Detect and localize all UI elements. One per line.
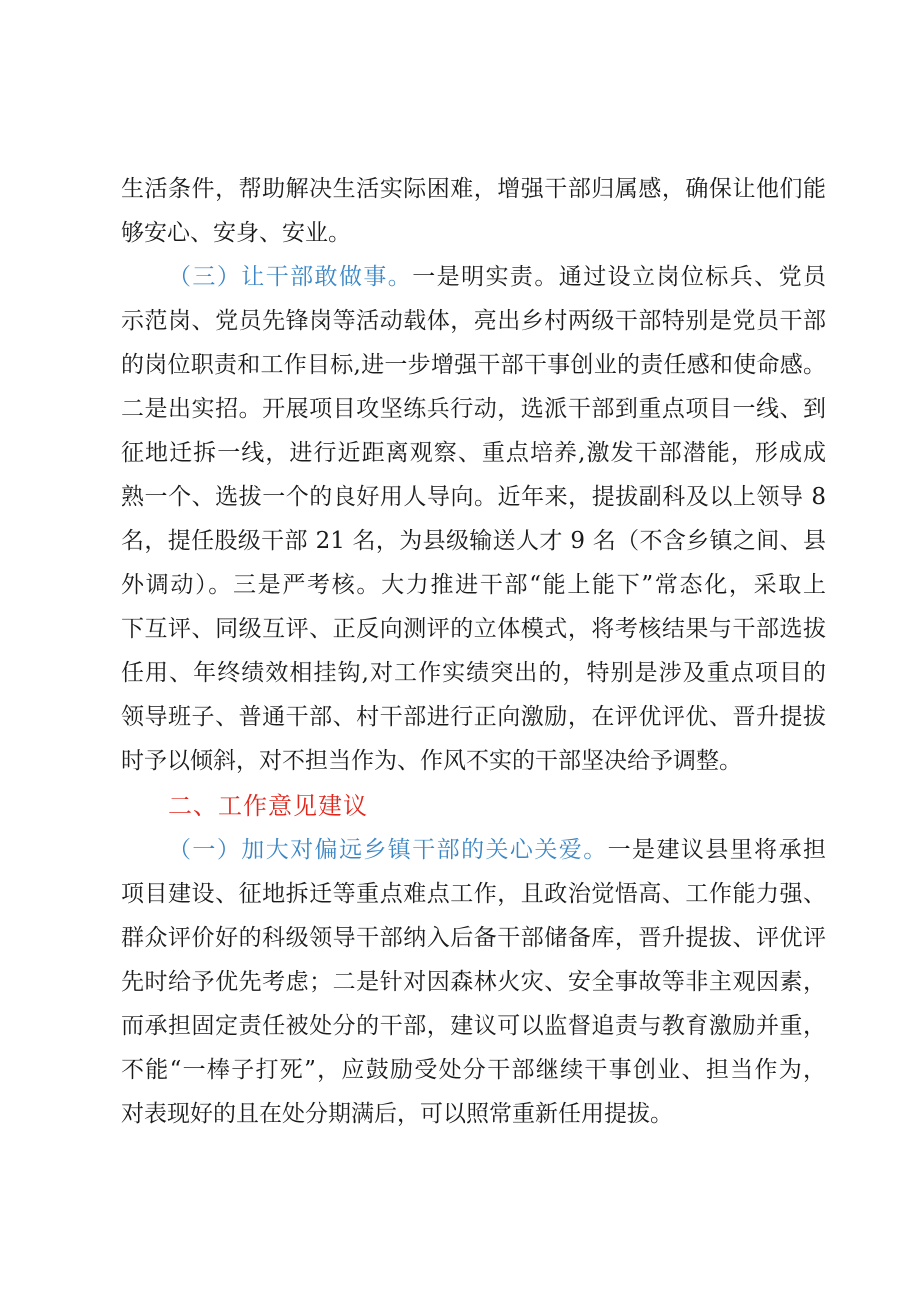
subsection-title: （一）加大对偏远乡镇干部的关心关爱。 <box>168 837 608 863</box>
paragraph-first-line <box>168 835 826 865</box>
paragraph-text: 一是明实责。通过设立岗位标兵、党员 <box>412 264 827 290</box>
paragraph-first-line <box>168 262 826 292</box>
paragraph-line: 领导班子、普通干部、村干部进行正向激励，在评优评优、晋升提拔 <box>121 704 826 730</box>
paragraph-line: 对表现好的且在处分期满后，可以照常重新任用提拔。 <box>121 1101 673 1127</box>
paragraph-line: 够安心、安身、安业。 <box>121 220 351 246</box>
section-heading: 二、工作意见建议 <box>168 792 368 820</box>
paragraph-text: 一是建议县里将承担 <box>607 837 827 863</box>
paragraph-line: 群众评价好的科级领导干部纳入后备干部储备库，晋升提拔、评优评 <box>121 925 826 951</box>
paragraph-line: 生活条件，帮助解决生活实际困难，增强干部归属感，确保让他们能 <box>121 176 826 202</box>
paragraph-line: 名，提任股级干部 21 名，为县级输送人才 9 名（不含乡镇之间、县 <box>121 528 826 554</box>
paragraph-line: 二是出实招。开展项目攻坚练兵行动，选派干部到重点项目一线、到 <box>121 396 826 422</box>
paragraph-line: 征地迁拆一线，进行近距离观察、重点培养,激发干部潜能，形成成 <box>121 440 826 466</box>
paragraph-line: 不能“一棒子打死”，应鼓励受处分干部继续干事创业、担当作为， <box>121 1057 826 1083</box>
paragraph-line: 时予以倾斜，对不担当作为、作风不实的干部坚决给予调整。 <box>121 748 742 774</box>
paragraph-line: 外调动）。三是严考核。大力推进干部“能上能下”常态化，采取上 <box>121 572 826 598</box>
subsection-title: （三）让干部敢做事。 <box>168 264 413 290</box>
paragraph-line: 熟一个、选拔一个的良好用人导向。近年来，提拔副科及以上领导 8 <box>121 484 826 510</box>
paragraph-line: 任用、年终绩效相挂钩,对工作实绩突出的，特别是涉及重点项目的 <box>121 660 826 686</box>
paragraph-line: 先时给予优先考虑；二是针对因森林火灾、安全事故等非主观因素， <box>121 969 826 995</box>
paragraph-line: 项目建设、征地拆迁等重点难点工作，且政治觉悟高、工作能力强、 <box>121 881 826 907</box>
paragraph-line: 下互评、同级互评、正反向测评的立体模式，将考核结果与干部选拔 <box>121 616 826 642</box>
paragraph-line: 示范岗、党员先锋岗等活动载体，亮出乡村两级干部特别是党员干部 <box>121 308 826 334</box>
paragraph-line: 而承担固定责任被处分的干部，建议可以监督追责与教育激励并重， <box>121 1013 826 1039</box>
paragraph-line: 的岗位职责和工作目标,进一步增强干部干事创业的责任感和使命感。 <box>121 352 826 378</box>
